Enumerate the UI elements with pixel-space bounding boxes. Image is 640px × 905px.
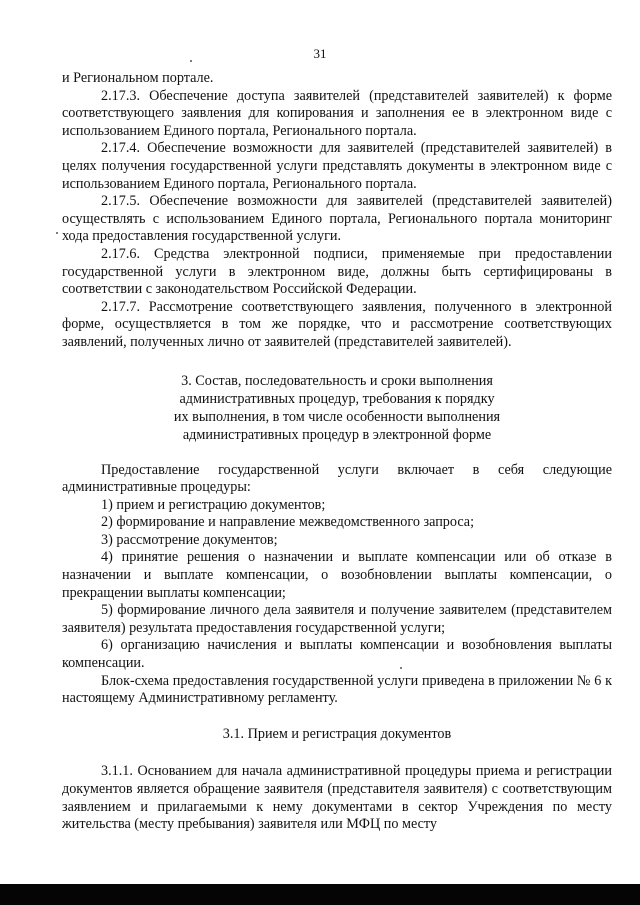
procedure-item: 3) рассмотрение документов; [101, 531, 278, 548]
paragraph-3-1-1: 3.1.1. Основанием для начала административной процедуры приема и регистрации документов является обращение заявителя (представителя заявителя) с соответствующим заявлением и прилагаемыми к нему документами в сектор Учреждения по месту жительства (месту пребывания) заявителя или МФЦ по месту [62, 763, 612, 833]
paragraph-2-17-4: 2.17.4. Обеспечение возможности для заявителей (представителей заявителей) в целях получения государственной услуги представлять документы в электронном виде с использованием Единого портала, Регионального портала. [62, 140, 612, 192]
paragraph-2-17-6: 2.17.6. Средства электронной подписи, применяемые при предоставлении государственной услуги в электронном виде, должны быть сертифицированы в соответствии с законодательством Российской Федерации. [62, 245, 612, 298]
document-body [62, 70, 612, 834]
scan-bottom-edge [0, 884, 640, 905]
paragraph-continuation: и Региональном портале. [62, 70, 214, 86]
procedure-item: 2) формирование и направление межведомственного запроса; [101, 514, 475, 531]
paragraph-2-17-5: 2.17.5. Обеспечение возможности для заявителей (представителей заявителей) осуществлять с использованием Единого портала, Регионального портала мониторинг хода предоставления государственной услуги. [62, 193, 612, 245]
procedure-item: 5) формирование личного дела заявителя и получение заявителем (представителем заявителя) результата предоставления государственной услуги; [62, 602, 612, 636]
paragraph-2-17-7: 2.17.7. Рассмотрение соответствующего заявления, полученного в электронной форме, осуществляется в том же порядке, что и рассмотрение соответствующих заявлений, полученных лично от заявителей (представителей заявителей). [62, 298, 612, 350]
procedure-item: 1) прием и регистрацию документов; [101, 496, 326, 513]
section-3-heading-line: административных процедур, требования к порядку [179, 390, 495, 407]
section-3-heading [62, 372, 612, 444]
section-3-heading-line: административных процедур в электронной форме [182, 426, 492, 443]
page-number: 31 [313, 46, 327, 61]
paragraph-2-17-3: 2.17.3. Обеспечение доступа заявителей (представителей заявителей) к форме соответствующего заявления для копирования и заполнения ее в электронном виде с использованием Единого портала, Регионального портала. [62, 87, 612, 139]
flowchart-note: Блок-схема предоставления государственной услуги приведена в приложении № 6 к настоящему Административному регламенту. [62, 672, 612, 707]
procedure-item: 6) организацию начисления и выплаты компенсации и возобновления выплаты компенсации. [62, 637, 612, 672]
section-3-heading-line: их выполнения, в том числе особенности выполнения [173, 408, 501, 425]
section-3-intro: Предоставление государственной услуги включает в себя следующие административные процедуры: [62, 461, 612, 496]
section-3-heading-line: 3. Состав, последовательность и сроки выполнения [181, 372, 493, 389]
procedure-item: 4) принятие решения о назначении и выплате компенсации или об отказе в назначении и выплате компенсации, о возобновлении выплаты компенсации, о прекращении выплаты компенсации; [62, 549, 612, 601]
section-3-1-heading: 3.1. Прием и регистрация документов [222, 725, 452, 742]
scan-speck [56, 232, 58, 234]
